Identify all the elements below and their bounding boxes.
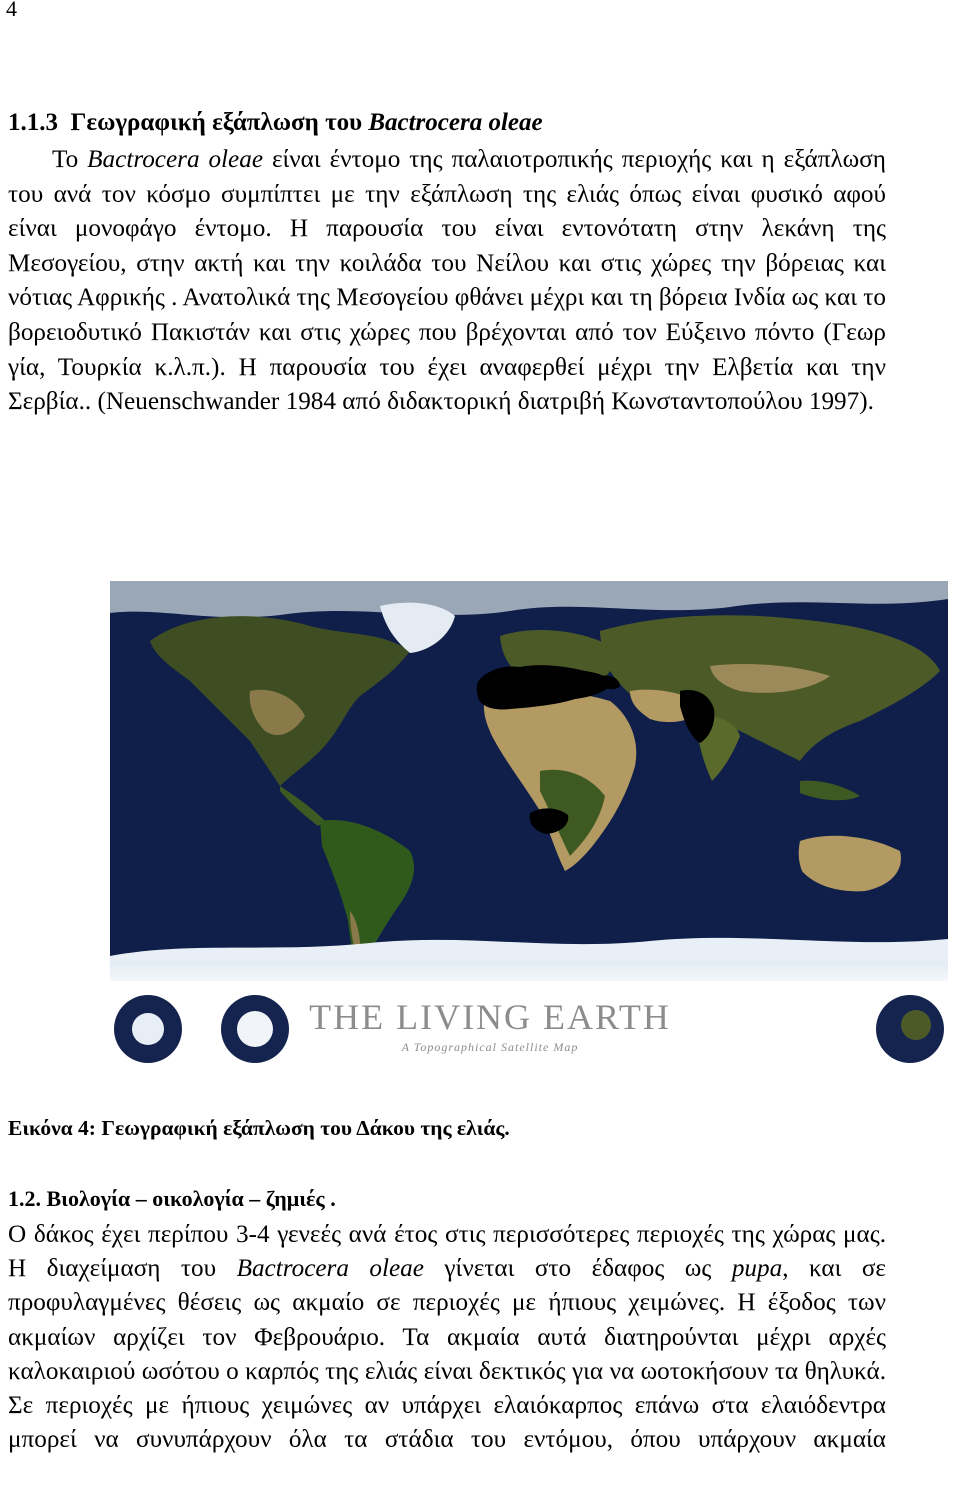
figure-caption: Εικόνα 4: Γεωγραφική εξάπλωση του Δάκου της ελιάς. bbox=[8, 1116, 510, 1140]
distribution-paragraph bbox=[8, 143, 886, 420]
section-title: Γεωγραφική εξάπλωση του bbox=[70, 109, 363, 136]
text-run: Το bbox=[52, 146, 88, 173]
section-title-species: Bactrocera oleae bbox=[368, 109, 543, 136]
species-name: Bactrocera oleae bbox=[87, 146, 264, 173]
subsection-title: Βιολογία – οικολογία – ζημιές . bbox=[46, 1186, 336, 1211]
world-map bbox=[110, 581, 948, 1081]
map-subtitle: A Topographical Satellite Map bbox=[401, 1040, 579, 1054]
text-run: Ο δάκος έχει περίπου 3-4 γενεές ανά έτος στις περισσότερες περιοχές της χώρας μας. Η διαχείμαση του bbox=[8, 1221, 886, 1283]
south-pole-ice bbox=[237, 1011, 273, 1047]
subsection-number: 1.2. bbox=[8, 1186, 41, 1211]
map-title: THE LIVING EARTH bbox=[309, 997, 671, 1037]
section-heading bbox=[8, 106, 543, 140]
third-globe-land bbox=[901, 1010, 931, 1040]
subsection-heading bbox=[8, 1186, 336, 1212]
world-map-figure bbox=[110, 581, 948, 1081]
pupa-term: pupa bbox=[731, 1255, 783, 1283]
section-number: 1.1.3 bbox=[8, 109, 58, 136]
north-pole-ice bbox=[132, 1013, 164, 1045]
text-run: , και σε προφυλαγμένες θέσεις ως ακμαίο σε περιοχές με ήπιους χειμώνες. Η έξοδος των ακμαίων αρχίζει τον Φεβρουάριο. Τα ακμαία αυτά διατηρούνται μέχρι αρχές καλοκαιριού ωσότου ο καρπός της ελιάς είναι δεκτικός για να ωοτοκήσουν τα θηλυκά. Σε περιοχές με ήπιους χειμώνες αν υπάρχει ελαιόκαρπος επάνω στα ελαιόδεντρα μπορεί να συνυπάρχουν όλα τα στάδια του εντόμου, όπου υπάρχουν ακμαία bbox=[8, 1255, 886, 1454]
species-name: Bactrocera oleae bbox=[236, 1255, 424, 1283]
biology-paragraph bbox=[8, 1218, 886, 1457]
text-run: είναι έντομο της παλαιοτροπικής περιοχής και η εξάπλωση του ανά τον κόσμο συμπίπτει με την εξάπλωση της ελιάς όπως είναι φυσικό αφού είναι μονοφάγο έντομο. Η παρουσία του είναι εντονότατη στην λεκάνη της Μεσογείου, στην ακτή και την κοιλάδα του Νείλου και στις χώρες την βόρειας και νότιας Αφρικής . Ανατολικά της Μεσογείου φθάνει μέχρι και τη βόρεια Ινδία ως και το βορειοδυτικό Πακιστάν και στις χώρες που βρέχονται από τον Εύξεινο πόντο (Γεωρ γία, Τουρκία κ.λ.π.). Η παρουσία του έχει αναφερθεί μέχρι την Ελβετία και την Σερβία.. (Neuenschwander 1984 από διδακτορική διατριβή Κωνσταντοπούλου 1997). bbox=[8, 146, 886, 416]
page-number: 4 bbox=[6, 0, 17, 21]
text-run: γίνεται στο έδαφος ως bbox=[423, 1255, 732, 1283]
